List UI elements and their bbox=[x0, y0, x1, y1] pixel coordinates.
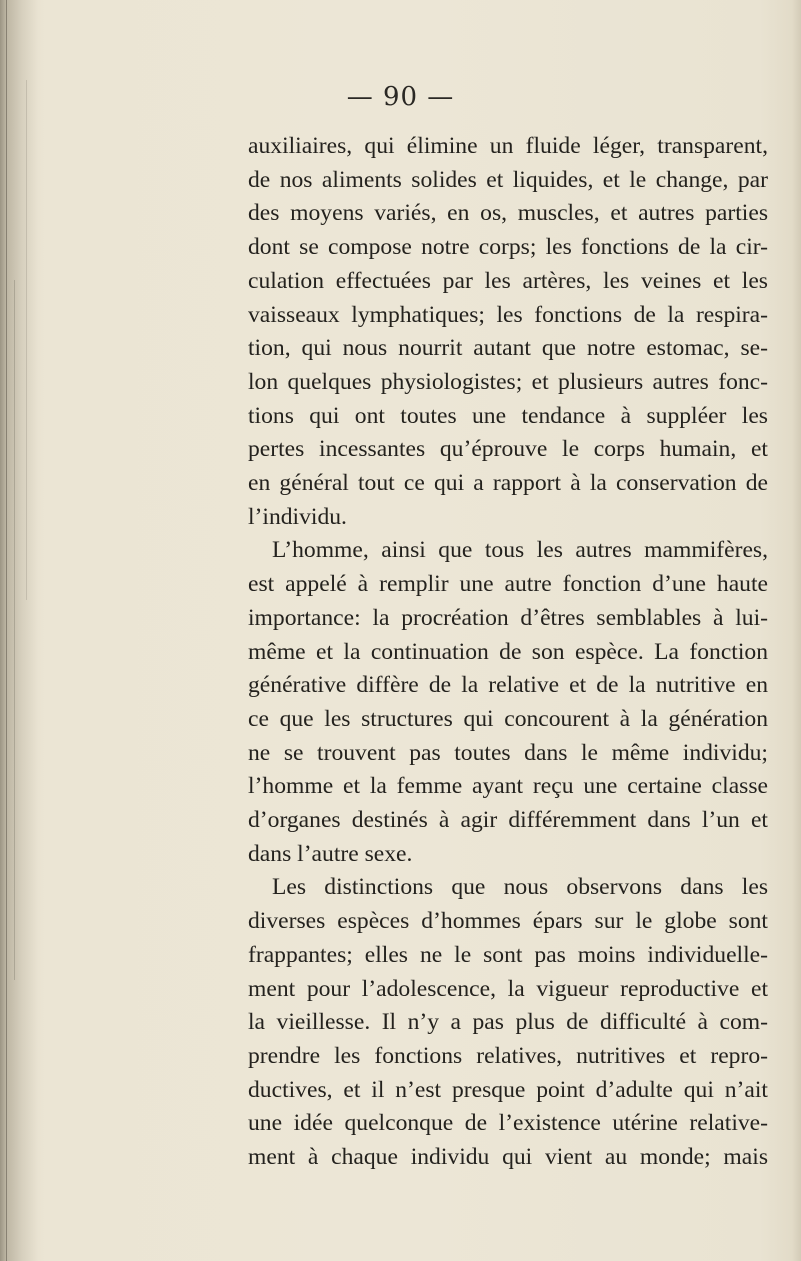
text-line: tions qui ont toutes une tendance à suppléer les bbox=[248, 402, 768, 429]
text-line: lon quelques physiologistes; et plusieurs autres fonc- bbox=[248, 368, 768, 395]
page-number: — 90 — bbox=[346, 82, 455, 112]
gutter-line bbox=[26, 80, 27, 600]
text-line: d’organes destinés à agir différemment dans l’un et bbox=[248, 807, 768, 834]
text-line: l’individu. bbox=[248, 503, 347, 530]
text-line: une idée quelconque de l’existence utérine relative- bbox=[248, 1110, 768, 1137]
text-line: générative diffère de la relative et de la nutritive en bbox=[248, 672, 768, 699]
text-line: frappantes; elles ne le sont pas moins individuelle- bbox=[248, 941, 768, 968]
text-line: l’homme et la femme ayant reçu une certaine classe bbox=[248, 773, 768, 800]
body-text bbox=[248, 130, 768, 1175]
text-line: vaisseaux lymphatiques; les fonctions de la respira- bbox=[248, 301, 768, 328]
text-line: ce que les structures qui concourent à la génération bbox=[248, 705, 768, 732]
text-line: ment pour l’adolescence, la vigueur reproductive et bbox=[248, 975, 768, 1002]
text-line: ment à chaque individu qui vient au monde; mais bbox=[248, 1144, 768, 1171]
text-line: tion, qui nous nourrit autant que notre estomac, se- bbox=[248, 335, 768, 362]
text-line: auxiliaires, qui élimine un fluide léger, transparent, bbox=[248, 133, 768, 159]
gutter-line bbox=[14, 280, 15, 980]
text-line: en général tout ce qui a rapport à la conservation de bbox=[248, 470, 768, 497]
text-line: de nos aliments solides et liquides, et le change, par bbox=[248, 166, 768, 193]
gutter-line bbox=[6, 0, 7, 1261]
text-line: des moyens variés, en os, muscles, et autres parties bbox=[248, 200, 768, 227]
text-line: diverses espèces d’hommes épars sur le globe sont bbox=[248, 908, 768, 935]
text-line: même et la continuation de son espèce. La fonction bbox=[248, 638, 768, 665]
text-line: importance: la procréation d’êtres semblables à lui- bbox=[248, 604, 768, 631]
text-line: la vieillesse. Il n’y a pas plus de difficulté à com- bbox=[248, 1009, 768, 1036]
text-line: dans l’autre sexe. bbox=[248, 840, 413, 867]
text-line: est appelé à remplir une autre fonction d’une haute bbox=[248, 571, 768, 598]
text-line: Les distinctions que nous observons dans les bbox=[272, 874, 768, 901]
text-line: dont se compose notre corps; les fonctions de la cir- bbox=[248, 234, 768, 261]
text-line: prendre les fonctions relatives, nutritives et repro- bbox=[248, 1042, 768, 1069]
text-line: culation effectuées par les artères, les veines et les bbox=[248, 267, 768, 294]
text-line: ne se trouvent pas toutes dans le même individu; bbox=[248, 739, 768, 766]
text-line: ductives, et il n’est presque point d’adulte qui n’ait bbox=[248, 1076, 768, 1103]
text-line: L’homme, ainsi que tous les autres mammifères, bbox=[272, 537, 768, 564]
text-line: pertes incessantes qu’éprouve le corps humain, et bbox=[248, 436, 768, 463]
